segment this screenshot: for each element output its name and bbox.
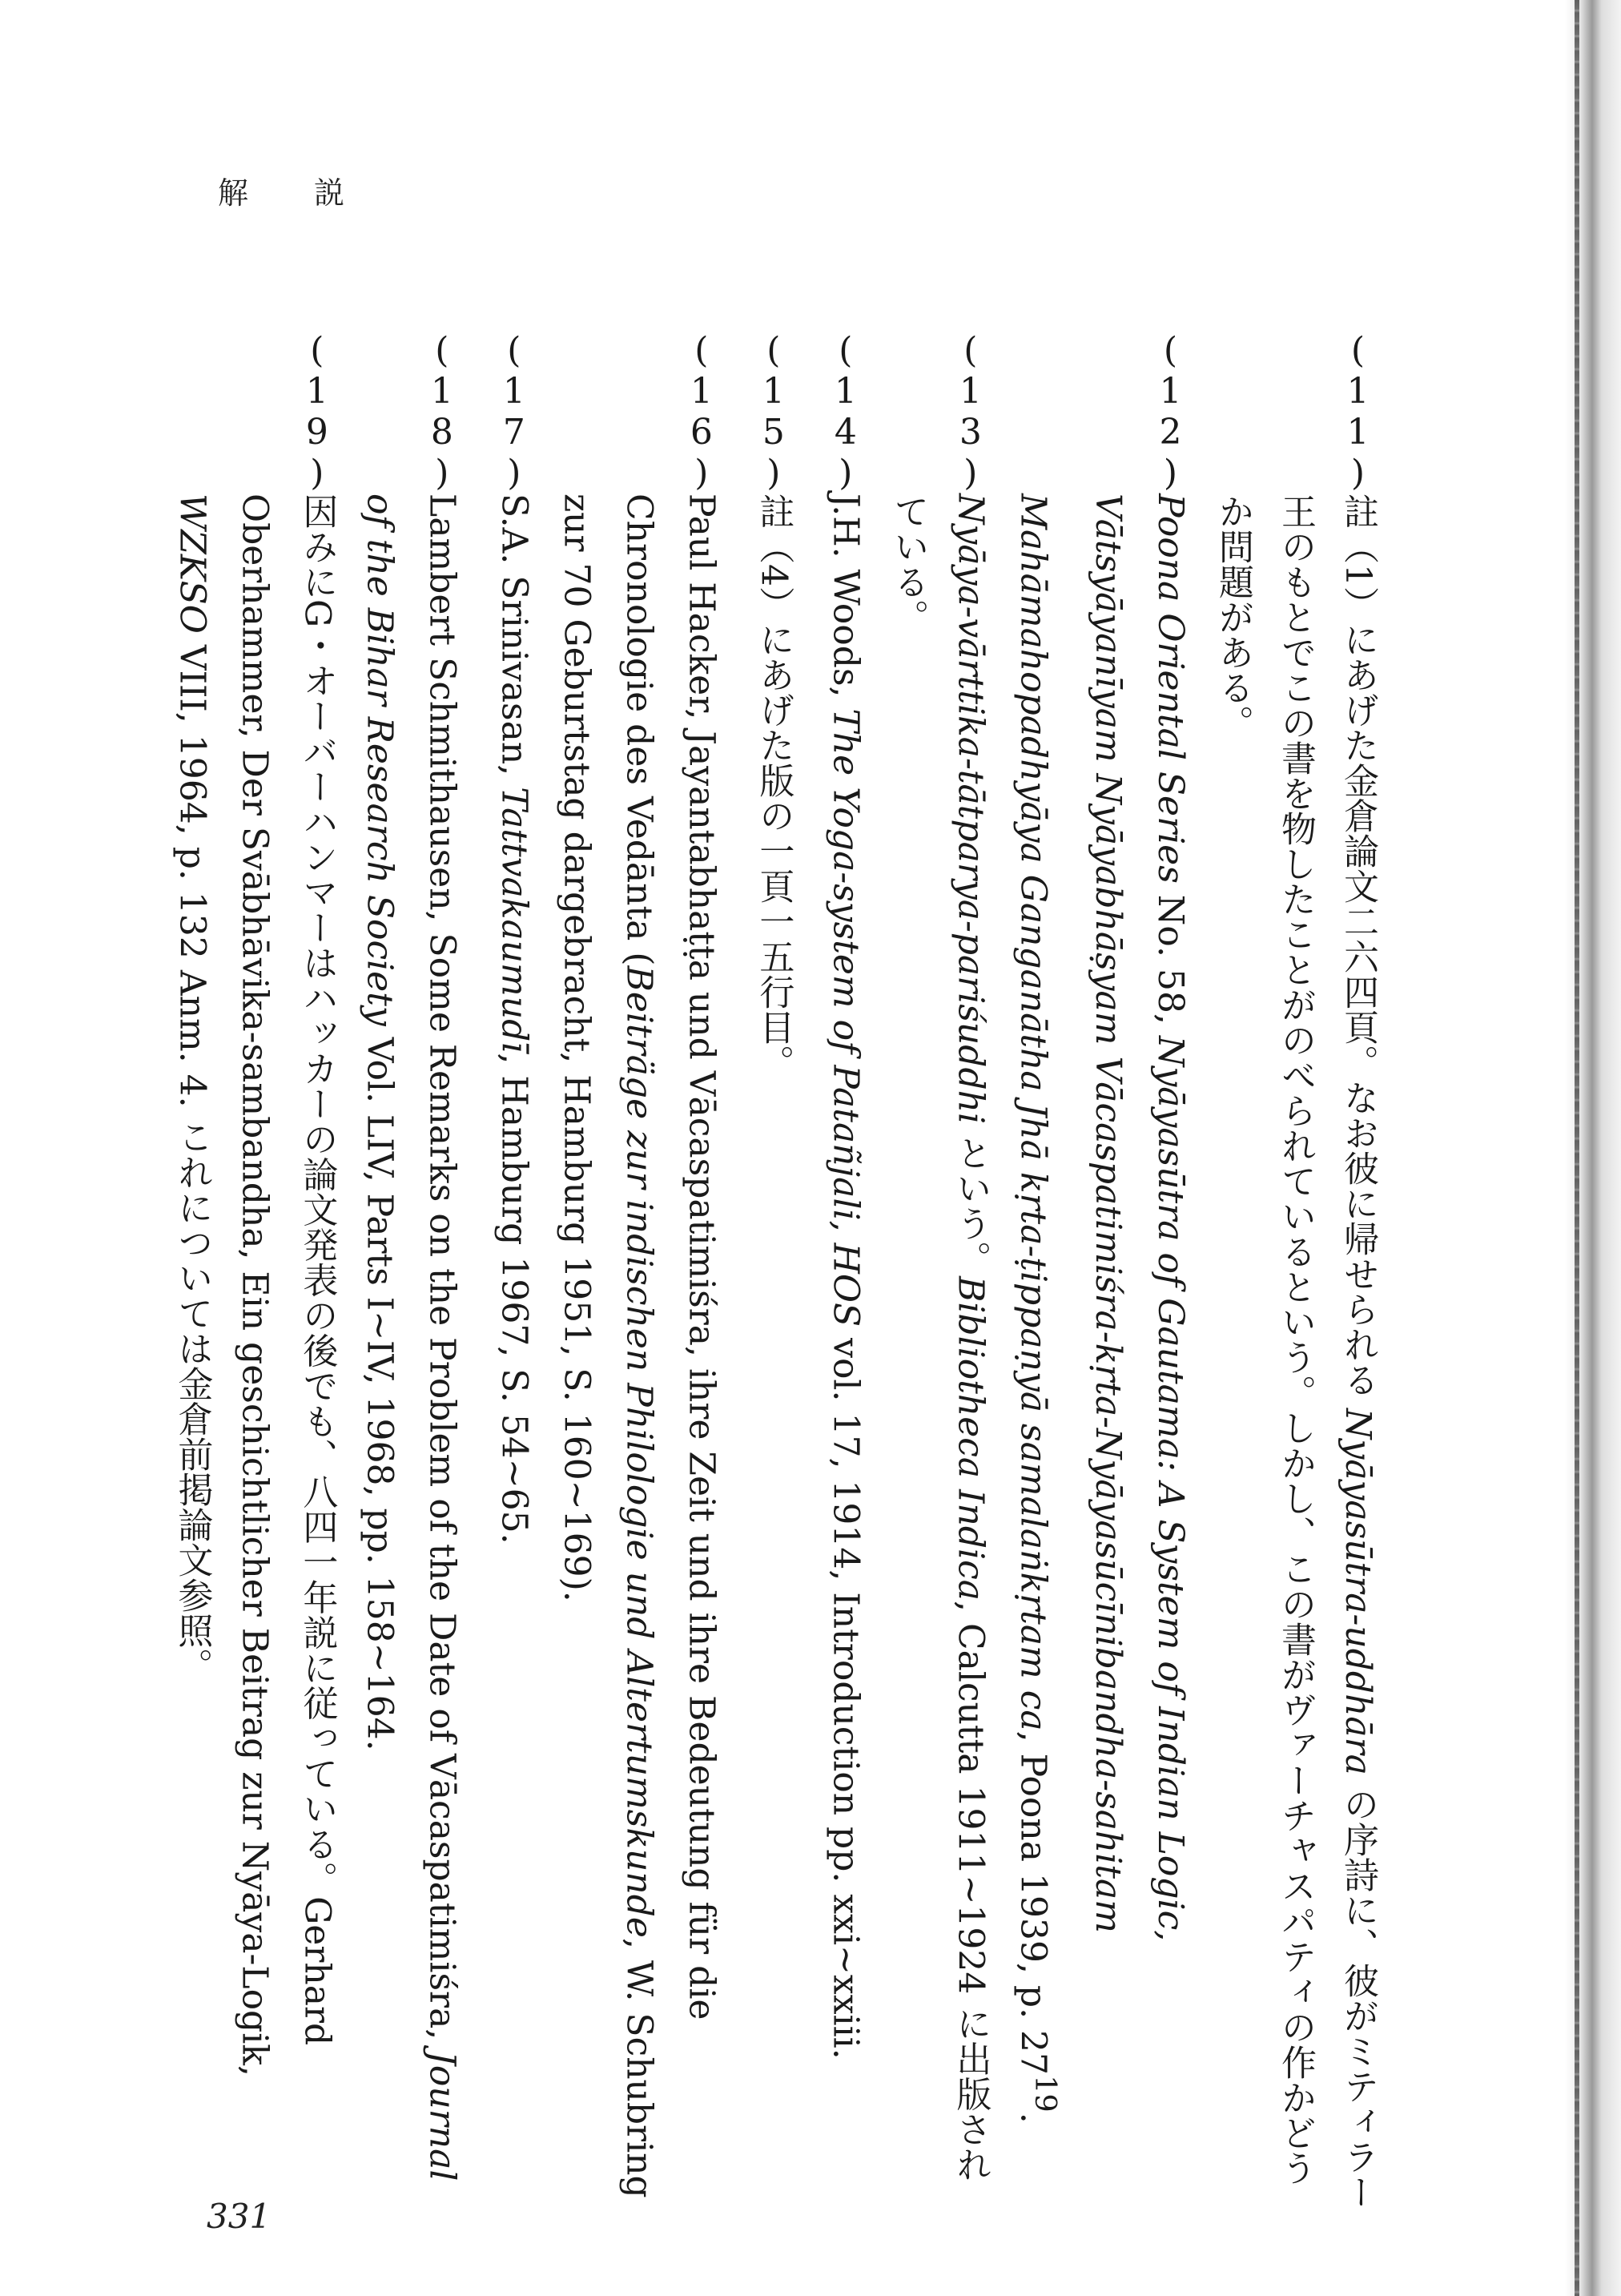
text-run: Lambert Schmithausen, Some Remarks on the Problem of the Date of Vācaspatimiśra,: [421, 493, 463, 2052]
text-run: , Calcutta 1911~1924 に出版されている。: [887, 493, 992, 2182]
italic-title: Nyāyasūtra-uddhāra: [1337, 1408, 1378, 1775]
running-head: 解 説: [218, 175, 363, 211]
italic-title: Nyāyasūtra of Gautama: A System of Indian Logic, Vātsyāyanīyam Nyāyabhāṣyam Vācaspatimiśra-kṛta-Nyāyasūcīnibandha-sahitam Mahāmahopadhyāya Ganganātha Jhā kṛta-ṭippaṇyā samalaṅkṛtam ca: [1012, 493, 1191, 1942]
text-run: Paul Hacker, Jayantabhaṭṭa und Vācaspatimiśra, ihre Zeit und ihre Bedeutung für die Chronologie des Vedānta (: [618, 493, 722, 2020]
footnote-text: [348, 493, 473, 2213]
footnote-text: [804, 493, 876, 2213]
footnote-number: (15): [753, 330, 794, 493]
text-run: 註（4）にあげた版の一頁一五行目。: [753, 493, 794, 1080]
footnote-text: [1001, 493, 1201, 2213]
footnotes-column: [139, 330, 1389, 2213]
italic-title: Nyāya-vārttika-tātparya-pariśuddhi: [950, 493, 992, 1125]
text-run: , W. Schubring zur 70 Geburtstag dargebracht, Hamburg 1951, S. 160~169).: [556, 493, 660, 2198]
page-number: 331: [207, 2197, 272, 2236]
text-run: VIII, 1964, p. 132 Anm. 4. これについては金倉前掲論文参照。: [171, 633, 213, 1683]
footnote-number: (16): [681, 330, 722, 493]
footnote: [545, 330, 732, 2213]
footnote-number: (18): [421, 330, 463, 493]
text-run: 因みにG・オーバーハンマーはハッカーの論文発表の後でも、八四一年説に従っている。Gerhard Oberhammer, Der Svābhāvika-sambandha, Ein geschichtlicher Beitrag zur Nyāya-Logik,: [234, 493, 338, 2076]
italic-title: The Yoga-system of Patañjali, HOS: [825, 708, 867, 1327]
footnote-text: [876, 493, 1001, 2213]
italic-title: WZKSO: [171, 493, 213, 634]
text-run: vol. 17, 1914, Introduction pp. xxi~xxiii.: [825, 1327, 867, 2060]
footnote: [348, 330, 473, 2213]
text-run: の序詩に、彼がミティラー王のもとでこの書を物したことがのべられているという。しかし、この書がヴァーチャスパティの作かどうか問題がある。: [1213, 493, 1378, 2209]
text-run: 註（1）にあげた金倉論文二六四頁。なお彼に帰せられる: [1337, 493, 1378, 1408]
text-run: J.H. Woods,: [825, 493, 867, 709]
footnote-text: [473, 493, 545, 2213]
text-run: , Poona 1939, p. 27: [1012, 1730, 1054, 2076]
italic-title: Bibliotheca Indica: [950, 1276, 992, 1601]
footnote-number: (13): [950, 330, 992, 493]
text-run: Vol. LIV, Parts I~IV, 1968, pp. 158~164.: [359, 1025, 400, 1751]
footnote-number: (17): [493, 330, 535, 493]
footnote-text: [160, 493, 348, 2213]
footnote: [732, 330, 804, 2213]
text-run: という。: [950, 1124, 992, 1277]
text-run: .: [1012, 2112, 1054, 2124]
text-run: No. 58,: [1150, 883, 1191, 1036]
footnote-text: [1201, 493, 1389, 2213]
footnote: [876, 330, 1001, 2213]
footnote: [473, 330, 545, 2213]
footnote-text: [732, 493, 804, 2213]
footnote-text: [545, 493, 732, 2213]
page-binding-edge: [1575, 0, 1579, 2296]
footnote-number: (19): [296, 330, 338, 493]
text-run: S.A. Srinivasan,: [493, 493, 535, 787]
italic-title: Poona Oriental Series: [1150, 493, 1191, 884]
superscript: 19: [1028, 2075, 1063, 2113]
italic-title: Beiträge zur indischen Philologie und Altertumskunde: [618, 965, 660, 1938]
italic-title: Tattvakaumudī: [493, 787, 535, 1053]
footnote: [1001, 330, 1201, 2213]
footnote-number: (12): [1150, 330, 1191, 493]
text-run: , Hamburg 1967, S. 54~65.: [493, 1053, 535, 1545]
page-binding-shadow: [1565, 0, 1621, 2296]
italic-title: Journal of the Bihar Research Society: [359, 493, 463, 2181]
footnote: [160, 330, 348, 2213]
footnote-number: (14): [825, 330, 867, 493]
footnote: [1201, 330, 1389, 2213]
footnote: [804, 330, 876, 2213]
footnote-number: (11): [1337, 330, 1378, 493]
